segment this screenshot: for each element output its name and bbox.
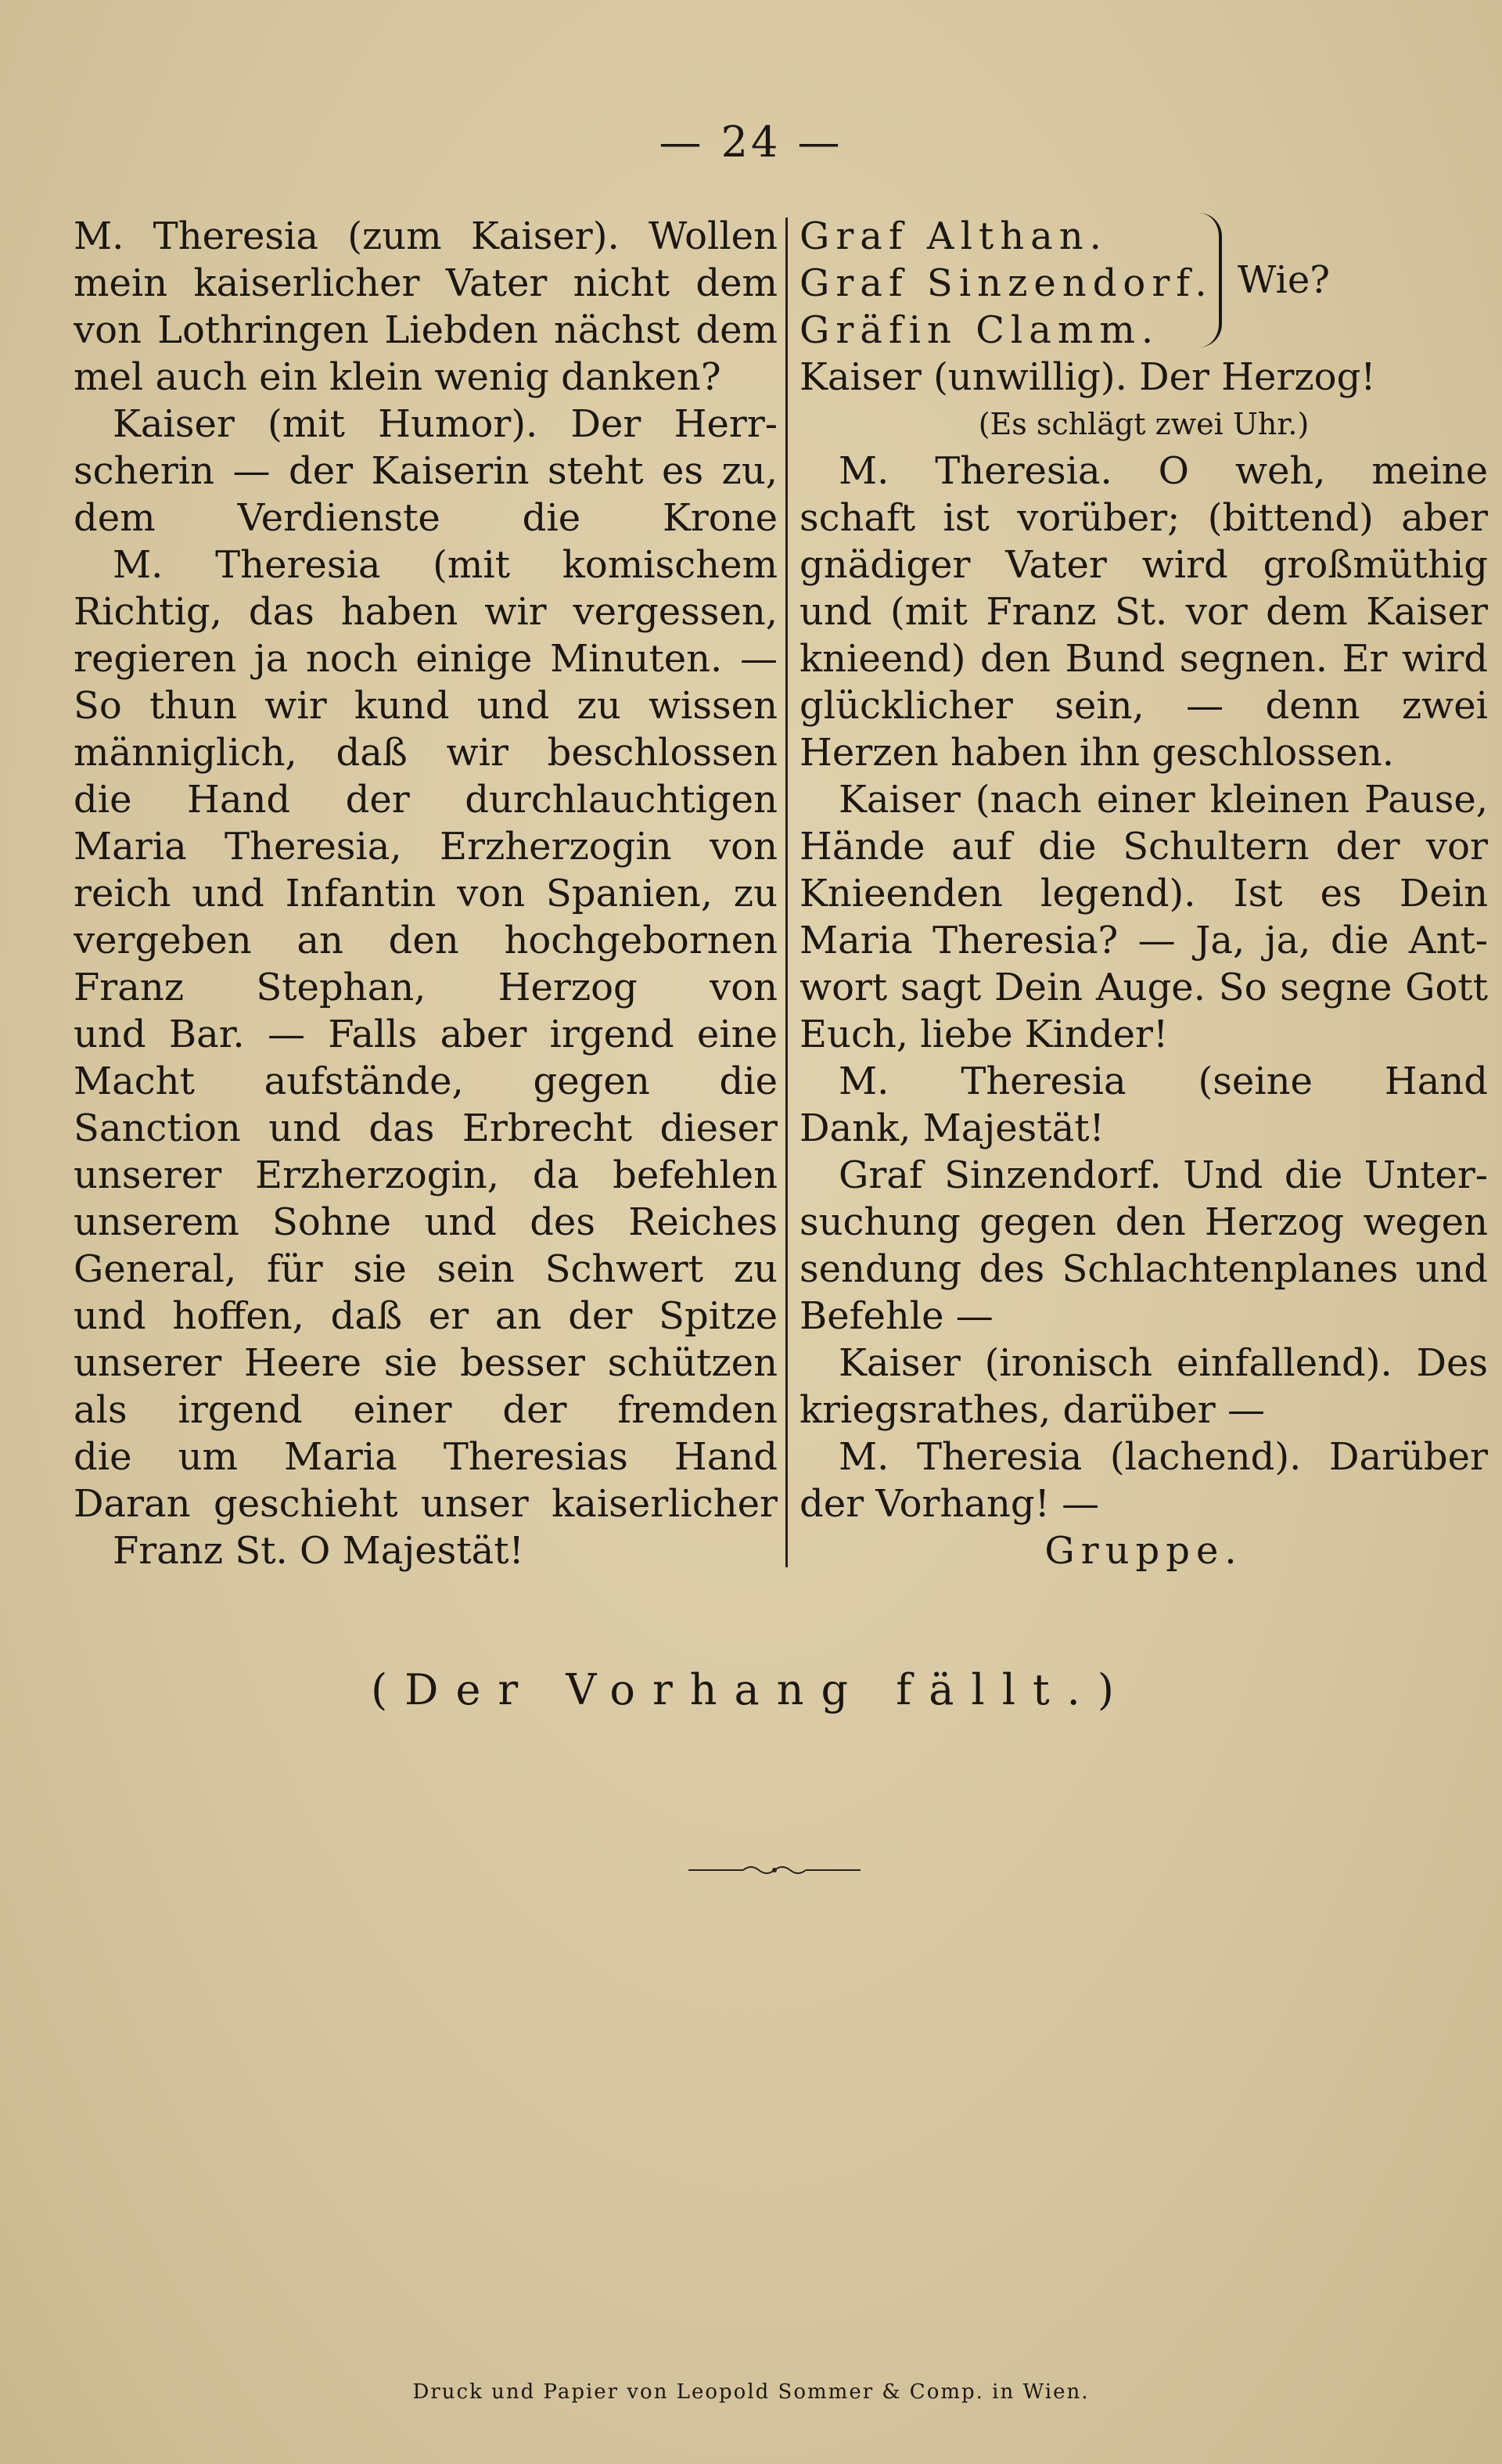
text-line: Graf Sinzendorf. Und die Unter- [839,1153,1488,1197]
cast-group [800,213,1488,354]
text-line: M. Theresia. O weh, meine [839,449,1488,493]
brace-icon [1198,213,1222,347]
text-line: Macht aufstände, gegen die [74,1059,778,1103]
cast-names [800,213,1213,354]
text-line: M. Theresia (zum Kaiser). Wollen [74,214,778,258]
text-line: sendung des Schlachtenplanes und [800,1247,1488,1291]
text-line: Euch, liebe Kinder! [800,1013,1169,1056]
text-line: vergeben an den hochgebornen [74,919,778,962]
text-line: männiglich, daß wir beschlossen [74,731,778,775]
text-line: und (mit Franz St. vor dem Kaiser [800,590,1488,634]
text-line: der Vorhang! — [800,1482,1100,1526]
printer-imprint: Druck und Papier von Leopold Sommer & Comp. in Wien. [412,2380,1090,2404]
text-line: General, für sie sein Schwert zu [74,1247,778,1291]
cast-response: Wie? [1238,258,1330,302]
ornament-divider-icon [688,1861,861,1879]
text-line: So thun wir kund und zu wissen [74,684,778,728]
text-line: M. Theresia (mit komischem [113,543,778,587]
text-line: und Bar. — Falls aber irgend eine [74,1013,778,1056]
text-line: M. Theresia (lachend). Darüber [839,1435,1488,1479]
curtain-direction: (Der Vorhang fällt.) [371,1665,1131,1714]
cast-name: Gräfin Clamm. [800,308,1160,352]
text-line: Kaiser (ironisch einfallend). Des [839,1341,1488,1385]
text-line: suchung gegen den Herzog wegen [800,1200,1488,1244]
text-line: unserer Heere sie besser schützen [74,1341,778,1385]
text-line: reich und Infantin von Spanien, zu [74,872,778,915]
text-line: mel auch ein klein wenig danken? [74,355,721,399]
text-line: Knieenden legend). Ist es Dein [800,872,1488,915]
text-line: dem Verdienste die Krone [74,496,778,540]
text-line: Sanction und das Erbrecht dieser [74,1106,778,1150]
text-line: Franz St. O Majestät! [113,1529,524,1573]
text-line: unserer Erzherzogin, da befehlen [74,1153,778,1197]
text-line: glücklicher sein, — denn zwei [800,684,1488,728]
left-column [74,213,778,1574]
text-line: als irgend einer der fremden [74,1388,778,1432]
text-line: Dank, Majestät! [800,1106,1105,1150]
cast-name: Graf Althan. [800,214,1108,258]
text-line: Maria Theresia, Erzherzogin von [74,825,778,869]
text-line: Daran geschieht unser kaiserlicher [74,1482,778,1526]
text-line: die um Maria Theresias Hand [74,1435,778,1479]
text-line: regieren ja noch einige Minuten. — [74,637,778,681]
text-line: von Lothringen Liebden nächst dem [74,308,778,352]
text-line: scherin — der Kaiserin steht es zu, [74,449,778,493]
text-line: kriegsrathes, darüber — [800,1388,1266,1432]
text-line: Befehle — [800,1294,994,1338]
text-line: Kaiser (unwillig). Der Herzog! [800,355,1376,399]
text-line: mein kaiserlicher Vater nicht dem [74,261,778,305]
text-line: M. Theresia (seine Hand [839,1059,1488,1103]
text-line: Herzen haben ihn geschlossen. [800,731,1395,775]
text-line: Richtig, das haben wir vergessen, [74,590,778,634]
right-column [800,213,1488,1574]
text-line: knieend) den Bund segnen. Er wird [800,637,1488,681]
text-line: Maria Theresia? — Ja, ja, die Ant- [800,919,1488,962]
text-line: die Hand der durchlauchtigen [74,778,778,822]
text-line: Kaiser (mit Humor). Der Herr- [113,402,778,446]
text-line: gnädiger Vater wird großmüthig [800,543,1488,587]
page-number: — 24 — [659,117,843,167]
text-line: Franz Stephan, Herzog von [74,966,778,1009]
column-divider [785,218,788,1567]
stage-direction: (Es schlägt zwei Uhr.) [978,407,1310,441]
text-line: und hoffen, daß er an der Spitze [74,1294,778,1338]
cast-name: Graf Sinzendorf. [800,261,1213,305]
stage-direction: Gruppe. [1044,1529,1243,1573]
text-line: Kaiser (nach einer kleinen Pause, [839,778,1488,822]
text-line: wort sagt Dein Auge. So segne Gott [800,966,1488,1009]
text-line: schaft ist vorüber; (bittend) aber [800,496,1488,540]
text-line: Hände auf die Schultern der vor [800,825,1488,869]
text-line: unserem Sohne und des Reiches [74,1200,778,1244]
